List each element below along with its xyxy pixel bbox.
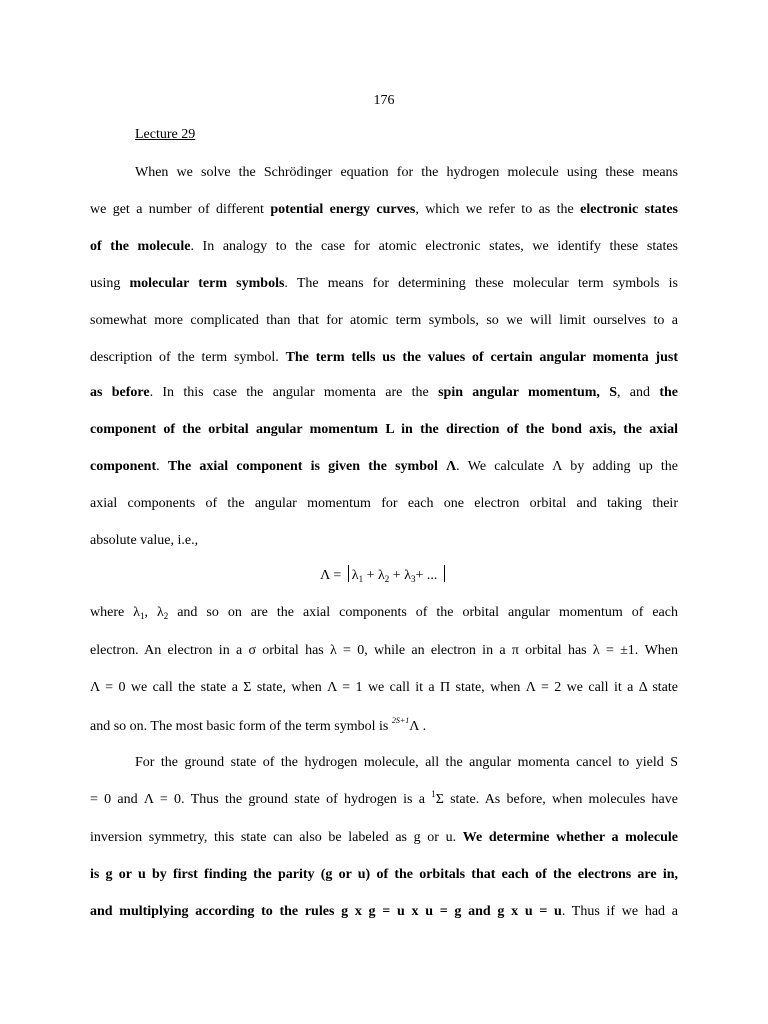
bold-term: The axial component is given the symbol Λ — [167, 459, 457, 474]
text-line — [90, 312, 678, 330]
text-run: . In analogy to the case for atomic electronic states, we identify these states — [190, 239, 678, 254]
text-line — [90, 718, 678, 736]
text-run: electron. An electron in a σ orbital has λ = 0, while an electron in a π orbital has λ = ±1. When — [90, 643, 678, 658]
superscript: 1 — [431, 789, 436, 799]
subscript: 1 — [358, 574, 364, 584]
text-line — [90, 421, 678, 439]
bold-term: spin angular momentum, S — [438, 385, 618, 400]
text-run: . We calculate Λ by adding up the — [456, 459, 678, 474]
text-line — [90, 829, 678, 847]
plus-sign: + — [389, 568, 405, 583]
bold-term: component of the orbital angular momentum L in the direction of the bond axis, the axial — [90, 422, 678, 437]
superscript: 2S+1 — [391, 716, 410, 725]
lambda-symbol: λ — [404, 568, 411, 583]
text-run: inversion symmetry, this state can also be labeled as g or u. — [90, 830, 463, 845]
text-run: description of the term symbol. — [90, 350, 286, 365]
text-line — [90, 201, 678, 219]
bold-term: potential energy curves — [270, 202, 416, 217]
text-run: Λ = 0 we call the state a Σ state, when Λ = 1 we call it a Π state, when Λ = 2 we call it a Δ state — [90, 680, 678, 695]
abs-bar-left — [348, 565, 349, 582]
bold-term: molecular term symbols — [129, 276, 285, 291]
lambda-symbol: λ — [351, 568, 359, 583]
text-line — [90, 604, 678, 622]
text-line — [90, 384, 678, 402]
text-run: and so on are the axial components of the orbital angular momentum of each — [168, 605, 678, 620]
text-run: When we solve the Schrödinger equation for the hydrogen molecule using these means — [135, 165, 678, 180]
bold-term: the — [659, 385, 678, 400]
text-run: . Thus if we had a — [561, 904, 678, 919]
bold-term: The term tells us the values of certain angular momenta just — [285, 350, 678, 365]
text-run: For the ground state of the hydrogen molecule, all the angular momenta cancel to yield S — [135, 755, 678, 770]
text-line — [90, 532, 678, 550]
subscript: 2 — [163, 611, 169, 621]
text-line — [90, 642, 678, 660]
text-run: axial components of the angular momentum for each one electron orbital and taking their — [90, 496, 678, 511]
text-run: . The means for determining these molecular term symbols is — [284, 276, 678, 291]
text-run: = 0 and Λ = 0. Thus the ground state of hydrogen is a — [90, 792, 432, 807]
lambda-symbol: λ — [377, 568, 385, 583]
text-line — [90, 349, 678, 367]
bold-term: is g or u by first finding the parity (g or u) of the orbitals that each of the electrons are in, — [90, 867, 678, 882]
abs-bar-right — [444, 565, 445, 582]
bold-term: electronic states — [580, 202, 679, 217]
text-run: . — [156, 459, 168, 474]
text-run: somewhat more complicated than that for atomic term symbols, so we will limit ourselves to a — [90, 313, 678, 328]
bold-term: of the molecule — [90, 239, 191, 254]
text-line — [135, 164, 678, 182]
bold-term: and multiplying according to the rules g x g = u x u = g and g x u = u — [90, 904, 562, 919]
text-line — [90, 866, 678, 884]
text-line — [90, 679, 678, 697]
bold-term: component — [90, 459, 157, 474]
text-run: Σ state. As before, when molecules have — [435, 792, 678, 807]
text-line — [90, 458, 678, 476]
text-line — [90, 238, 678, 256]
text-line — [135, 754, 678, 772]
text-run: absolute value, i.e., — [90, 533, 199, 548]
text-run: where λ — [90, 605, 140, 620]
text-run: . In this case the angular momenta are the — [149, 385, 439, 400]
subscript: 2 — [384, 574, 390, 584]
text-line — [90, 791, 678, 809]
text-run: Λ . — [409, 719, 427, 734]
lecture-heading: Lecture 29 — [135, 127, 196, 142]
text-line — [90, 495, 678, 513]
bold-term: We determine whether a molecule — [462, 830, 678, 845]
text-run: , and — [617, 385, 660, 400]
equation-ellipsis: + ... — [415, 568, 441, 583]
equation-lhs: Λ = — [320, 568, 345, 583]
lambda-equation — [0, 565, 768, 584]
text-run: , λ — [144, 605, 164, 620]
text-run: using — [90, 276, 130, 291]
page-number: 176 — [373, 93, 395, 108]
plus-sign: + — [363, 568, 378, 583]
bold-term: as before — [90, 385, 150, 400]
subscript: 1 — [139, 611, 145, 621]
text-run: and so on. The most basic form of the term symbol is — [90, 719, 392, 734]
text-line — [90, 275, 678, 293]
text-run: we get a number of different — [90, 202, 271, 217]
text-line — [90, 903, 678, 921]
subscript: 3 — [410, 574, 416, 584]
text-run: , which we refer to as the — [415, 202, 581, 217]
